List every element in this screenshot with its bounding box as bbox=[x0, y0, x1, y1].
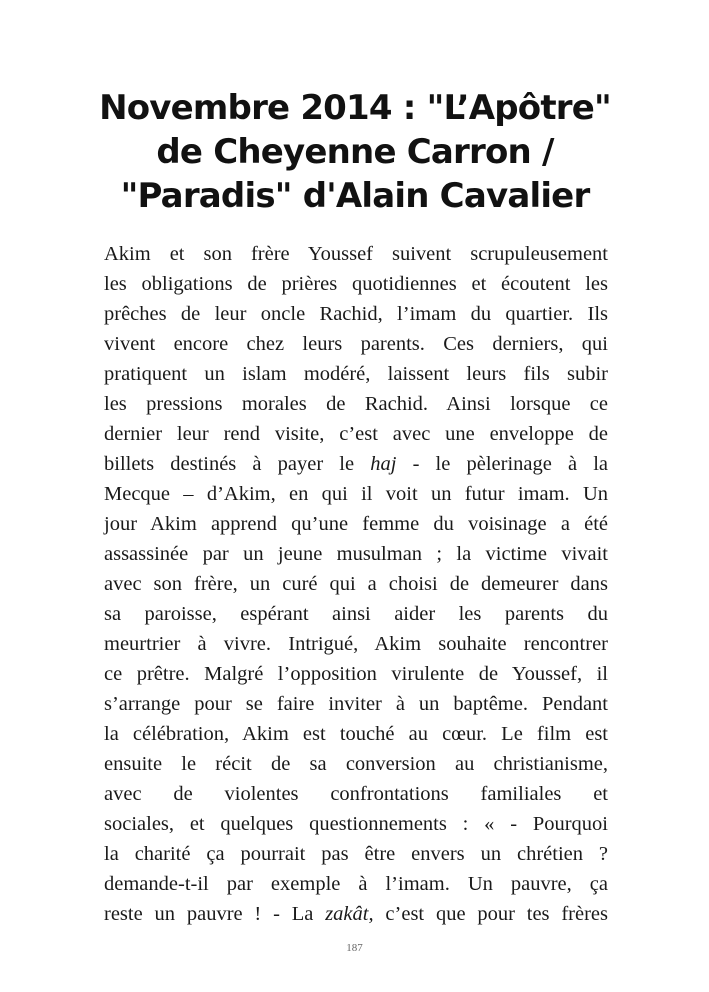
text-line: ensuite le récit de sa conversion au christianisme, bbox=[104, 753, 608, 775]
text-line: assassinée par un jeune musulman ; la victime vivait bbox=[104, 543, 608, 565]
text-line: prêches de leur oncle Rachid, l’imam du quartier. Ils bbox=[104, 303, 608, 325]
title-line-3: "Paradis" d'Alain Cavalier bbox=[120, 176, 590, 216]
text-line: la célébration, Akim est touché au cœur. Le film est bbox=[104, 723, 608, 745]
title-line-1: Novembre 2014 : "L’Apôtre" bbox=[99, 88, 611, 128]
text-line: les obligations de prières quotidiennes et écoutent les bbox=[104, 273, 608, 295]
text-line: vivent encore chez leurs parents. Ces derniers, qui bbox=[104, 333, 608, 355]
page-title bbox=[60, 86, 650, 218]
text-line: s’arrange pour se faire inviter à un baptême. Pendant bbox=[104, 693, 608, 715]
text-line: avec de violentes confrontations familiales et bbox=[104, 783, 608, 805]
text-line: pratiquent un islam modéré, laissent leurs fils subir bbox=[104, 363, 608, 385]
text-line: demande-t-il par exemple à l’imam. Un pauvre, ça bbox=[104, 873, 608, 895]
text-line: meurtrier à vivre. Intrigué, Akim souhaite rencontrer bbox=[104, 633, 608, 655]
page-number: 187 bbox=[346, 942, 363, 954]
text-segment: c’est que pour tes frères bbox=[385, 903, 609, 925]
text-line: les pressions morales de Rachid. Ainsi lorsque ce bbox=[104, 393, 608, 415]
italic-term-haj: haj bbox=[370, 453, 397, 475]
text-line: jour Akim apprend qu’une femme du voisinage a été bbox=[104, 513, 608, 535]
text-segment: reste un pauvre ! - La bbox=[104, 903, 314, 925]
text-line: la charité ça pourrait pas être envers un chrétien ? bbox=[104, 843, 608, 865]
title-line-2: de Cheyenne Carron / bbox=[156, 132, 554, 172]
text-line bbox=[104, 449, 608, 479]
body-paragraph bbox=[104, 239, 608, 929]
text-line: sa paroisse, espérant ainsi aider les parents du bbox=[104, 603, 608, 625]
text-line bbox=[104, 899, 608, 929]
italic-term-zakat: zakât, bbox=[325, 903, 374, 925]
text-line: avec son frère, un curé qui a choisi de demeurer dans bbox=[104, 573, 608, 595]
text-segment: - le pèlerinage à la bbox=[412, 453, 609, 475]
text-line: dernier leur rend visite, c’est avec une enveloppe de bbox=[104, 423, 608, 445]
text-line: Mecque – d’Akim, en qui il voit un futur imam. Un bbox=[104, 483, 608, 505]
text-line: ce prêtre. Malgré l’opposition virulente de Youssef, il bbox=[104, 663, 608, 685]
text-line: sociales, et quelques questionnements : « - Pourquoi bbox=[104, 813, 608, 835]
text-line: Akim et son frère Youssef suivent scrupuleusement bbox=[104, 243, 608, 265]
text-segment: billets destinés à payer le bbox=[104, 453, 355, 475]
